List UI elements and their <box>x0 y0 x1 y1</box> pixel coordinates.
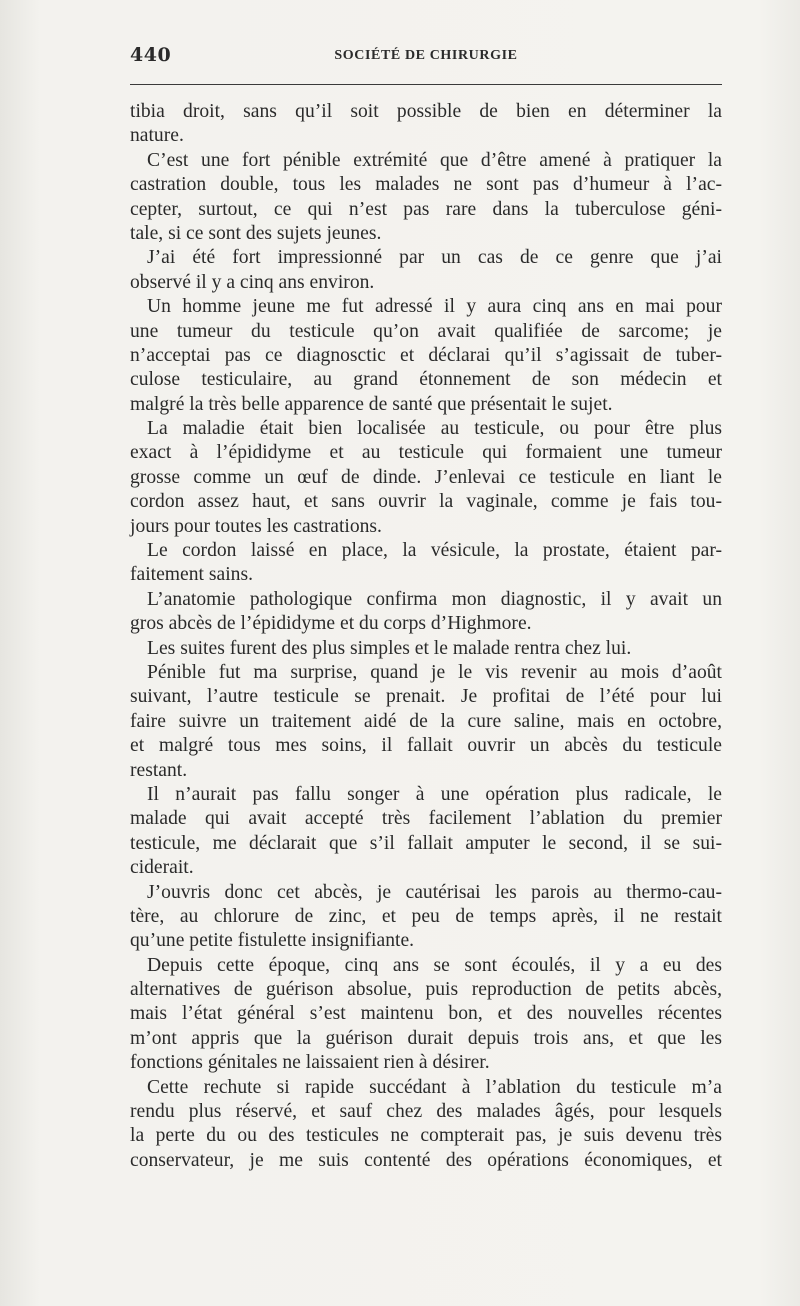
text-line: Depuis cette époque, cinq ans se sont écoulés, il y a eu des <box>147 954 722 976</box>
text-line: tère, au chlorure de zinc, et peu de temps après, il ne restait <box>130 905 722 927</box>
text-line: Il n’aurait pas fallu songer à une opération plus radicale, le <box>147 783 722 805</box>
text-line: fonctions génitales ne laissaient rien à désirer. <box>130 1052 490 1074</box>
text-line: L’anatomie pathologique confirma mon diagnostic, il y avait un <box>147 588 722 610</box>
text-line: tale, si ce sont des sujets jeunes. <box>130 222 382 244</box>
text-line: alternatives de guérison absolue, puis reproduction de petits abcès, <box>130 979 722 1001</box>
body-text <box>130 100 722 1173</box>
text-line: cordon assez haut, et sans ouvrir la vaginale, comme je fais tou- <box>130 491 722 513</box>
text-line: qu’une petite fistulette insignifiante. <box>130 930 415 952</box>
text-line: grosse comme un œuf de dinde. J’enlevai ce testicule en liant le <box>130 466 722 488</box>
text-line: mais l’état général s’est maintenu bon, et des nouvelles récentes <box>130 1003 722 1025</box>
text-line: Les suites furent des plus simples et le malade rentra chez lui. <box>147 637 632 659</box>
text-line: jours pour toutes les castrations. <box>130 515 382 537</box>
text-line: exact à l’épididyme et au testicule qui formaient une tumeur <box>130 442 722 464</box>
text-line: suivant, l’autre testicule se prenait. Je profitai de l’été pour lui <box>130 686 722 708</box>
text-line: observé il y a cinq ans environ. <box>130 271 375 293</box>
text-line: n’acceptai pas ce diagnosctic et déclarai qu’il s’agissait de tuber- <box>130 344 722 366</box>
text-line: malade qui avait accepté très facilement l’ablation du premier <box>130 808 722 830</box>
running-title: SOCIÉTÉ DE CHIRURGIE <box>334 48 518 63</box>
text-line: rendu plus réservé, et sauf chez des malades âgés, pour lesquels <box>130 1101 722 1123</box>
text-line: restant. <box>130 759 188 781</box>
text-line: gros abcès de l’épididyme et du corps d’Highmore. <box>130 613 532 635</box>
text-line: J’ai été fort impressionné par un cas de ce genre que j’ai <box>147 247 722 269</box>
text-line: Un homme jeune me fut adressé il y aura cinq ans en mai pour <box>147 296 722 318</box>
text-line: conservateur, je me suis contenté des opérations économiques, et <box>130 1149 722 1171</box>
text-line: Cette rechute si rapide succédant à l’ablation du testicule m’a <box>147 1076 722 1098</box>
text-line: une tumeur du testicule qu’on avait qualifiée de sarcome; je <box>130 320 722 342</box>
text-line: faire suivre un traitement aidé de la cure saline, mais en octobre, <box>130 710 722 732</box>
text-line: J’ouvris donc cet abcès, je cautérisai les parois au thermo-cau- <box>147 881 722 903</box>
text-line: cepter, surtout, ce qui n’est pas rare dans la tuberculose géni- <box>130 198 722 220</box>
page-header <box>130 44 722 70</box>
text-line: ciderait. <box>130 857 194 879</box>
text-line: faitement sains. <box>130 564 253 586</box>
text-line: castration double, tous les malades ne sont pas d’humeur à l’ac- <box>130 174 722 196</box>
text-line: malgré la très belle apparence de santé que présentait le sujet. <box>130 393 613 415</box>
text-line: La maladie était bien localisée au testicule, ou pour être plus <box>147 418 722 440</box>
text-line: la perte du ou des testicules ne compterait pas, je suis devenu très <box>130 1125 722 1147</box>
text-line: m’ont appris que la guérison durait depuis trois ans, et que les <box>130 1027 722 1049</box>
header-rule <box>130 84 722 85</box>
text-line: nature. <box>130 125 184 147</box>
text-line: et malgré tous mes soins, il fallait ouvrir un abcès du testicule <box>130 735 722 757</box>
text-line: Le cordon laissé en place, la vésicule, la prostate, étaient par- <box>147 540 722 562</box>
text-line: testicule, me déclarait que s’il fallait amputer le second, il se sui- <box>130 832 722 854</box>
text-line: tibia droit, sans qu’il soit possible de bien en déterminer la <box>130 101 722 122</box>
text-line: culose testiculaire, au grand étonnement de son médecin et <box>130 369 722 391</box>
page-number: 440 <box>130 44 172 66</box>
text-line: Pénible fut ma surprise, quand je le vis revenir au mois d’août <box>147 661 722 683</box>
text-line: C’est une fort pénible extrémité que d’être amené à pratiquer la <box>147 149 722 171</box>
